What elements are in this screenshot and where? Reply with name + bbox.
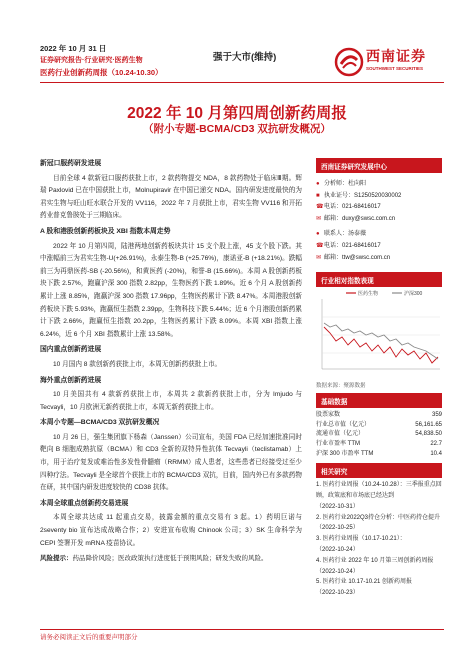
email-icon: ✉ xyxy=(316,254,322,261)
section-paragraph: 2022 年 10 月第四周，陆港两地创新药板块共计 15 支个股上涨，45 支个股下跌。其中涨幅前三为君实生物-U(+26.91%)，永泰生物-B (+25.76%)，康诺亚-B (+18.21%)。跌幅前三为再鼎医药-SB (-20.56%)，和黄医药 (-20%)，和誉-B (15.66%)。本周 A 股创新药板块下跌 2.57%，跑赢沪深 300 指数 2.82pp，生物医药下跌 1.89%。近 6 个月 A 股创新药累计上涨 8.85%，跑赢沪深 300 指数 17.96pp，生物医药累计下跌 8.47%。本周港股创新药板块下跌 5.93%，跑赢恒生指数 2.39pp，生物科技下跌 5.44%；近 6 个月港股创新药累计下跌 2.66%，跑赢恒生指数 20.2pp，生物医药累计下跌 8.09%。本周 XBI 指数上涨 6.24%，近 6 个月 XBI 指数累计上涨 13.58%。 xyxy=(40,242,302,338)
section-market xyxy=(40,226,302,341)
section-topic xyxy=(40,417,302,495)
contact-phone: 电话：021-68416017 xyxy=(324,242,381,249)
market-header: 基础数据 xyxy=(316,393,442,408)
contact-name: 联系人：汤泰薇 xyxy=(324,231,367,238)
related-item: （2022-10-24） xyxy=(316,546,359,553)
report-series: 证券研究报告·行业研究·医药生物 xyxy=(40,57,143,64)
company-logo xyxy=(334,42,452,82)
main-content xyxy=(40,155,302,566)
report-weekly-label: 医药行业创新药周报（10.24-10.30） xyxy=(40,68,163,77)
chart-source: 数据来源：聚源数据 xyxy=(316,383,366,390)
section-heading: 新冠口服药研发进展 xyxy=(40,160,102,167)
email-icon: ✉ xyxy=(316,215,322,222)
section-paragraph: 目前全球 4 款新冠口服药获批上市，2 款药物提交 NDA，8 款药物处于临床Ⅲ期。辉瑞 Paxlovid 已在中国获批上市，Molnupiravir 在中国已递交 NDA。国内研发进度最快的为君实生物与旺山旺水联合开发的 VV116，2022 年 7 月获批上市，君实生物 VV116 和开拓药业普克鲁胺处于三期临床。 xyxy=(40,174,302,220)
related-item: （2022-10-24） xyxy=(316,568,359,575)
section-paragraph: 本周全球共达成 11 起重点交易，披露金额的重点交易有 3 起。1）药明巨诺与 2seventy bio 宣布达成战略合作；2）安进宣布收购 Chinook 公司；3）SK 生命科学为 CEPI 签署开发 mRNA 疫苗协议。 xyxy=(40,514,302,547)
logo-emblem-icon xyxy=(334,47,364,77)
report-subtitle: （附小专题-BCMA/CD3 双抗研发概况） xyxy=(143,123,331,135)
related-item: （2022-10-23） xyxy=(316,590,359,597)
phone-icon: ☎ xyxy=(316,204,324,211)
report-date: 2022 年 10 月 31 日 xyxy=(40,44,107,53)
market-row: 流通市值（亿元） 54,838.50 xyxy=(316,431,442,438)
index-chart-svg xyxy=(316,287,442,379)
section-covid xyxy=(40,158,302,223)
person-icon: ● xyxy=(316,231,320,238)
market-row: 沪深 300 市盈率 TTM 10.4 xyxy=(316,450,442,457)
sidebar xyxy=(316,158,442,599)
analyst-email[interactable]: 邮箱：duxy@swsc.com.cn xyxy=(324,215,396,222)
related-item[interactable]: 5. 医药行业 10.17-10.21 创新药周报 xyxy=(316,579,413,586)
market-table xyxy=(316,411,442,459)
section-domestic xyxy=(40,344,302,371)
team-header: 西南证券研究发展中心 xyxy=(316,158,442,173)
market-row: 行业总市值（亿元） 56,161.65 xyxy=(316,421,442,428)
series-line-hs300 xyxy=(324,323,438,359)
market-row: 股票家数 359 xyxy=(316,412,442,419)
footer-rule xyxy=(40,629,444,630)
related-item[interactable]: 3. 医药行业周报（10.17-10.21）： xyxy=(316,536,406,543)
report-title: 2022 年 10 月第四周创新药周报 xyxy=(127,105,347,122)
section-paragraph: 10 月 26 日，强生集团旗下杨森（Janssen）公司宣布，美国 FDA 已经加速批准同时靶向 B 细胞成熟抗原（BCMA）和 CD3 全新的双特异性抗体 Tecvayli（teclistamab）上市，用于治疗复发或难治性多发性骨髓瘤（RRMM）成人患者，这些患者已经接受过至少四种疗法。Tecvayli 是全球首个获批上市的 BCMA/CD3 双抗，目前，国内外已有多款药物在研，其中国内研发进度较快的 CD38 抗体。 xyxy=(40,433,302,492)
contact-email[interactable]: 邮箱：ttw@swsc.com.cn xyxy=(324,254,391,261)
market-row: 行业市盈率 TTM 22.7 xyxy=(316,440,442,447)
phone-icon: ☎ xyxy=(316,242,324,249)
analyst-block xyxy=(316,179,442,225)
related-item[interactable]: 1. 医药行业周报（10.24-10.28）：三季报重点回顾，政策底和市场底已经达到 xyxy=(316,482,442,499)
section-paragraph: 10 月国内 8 款创新药获批上市，本周无创新药获批上市。 xyxy=(53,360,222,368)
section-deals xyxy=(40,498,302,550)
person-icon: ● xyxy=(316,181,320,187)
risk-warning xyxy=(40,553,302,566)
certificate-icon: ■ xyxy=(316,192,320,199)
related-item: （2022-10-31） xyxy=(316,503,359,510)
legend-label-pharma: 医药生物 xyxy=(358,291,379,298)
header-rule xyxy=(40,82,444,83)
section-overseas xyxy=(40,375,302,415)
related-list xyxy=(316,480,442,599)
analyst-name: 分析师：杜向阳 xyxy=(324,181,367,187)
section-heading: 本周全球重点创新药交易进展 xyxy=(40,499,129,507)
section-heading: 海外重点创新药进展 xyxy=(40,376,102,384)
logo-english: SOUTHWEST SECURITIES xyxy=(366,66,424,71)
legend-label-hs300: 沪深300 xyxy=(404,291,423,298)
section-heading: 本周小专题—BCMA/CD3 双抗研发概况 xyxy=(40,419,160,427)
section-heading: A 股和港股创新药板块及 XBI 指数本周走势 xyxy=(40,227,171,235)
contact-block xyxy=(316,229,442,264)
footer-disclaimer: 请务必阅读正文后的重要声明部分 xyxy=(40,634,138,641)
series-line-pharma xyxy=(324,327,438,363)
related-item[interactable]: 4. 医药行业 2022 年 10 月第三周创新药周报 xyxy=(316,557,434,564)
analyst-phone: 电话：021-68416017 xyxy=(324,204,381,211)
related-item: （2022-10-25） xyxy=(316,525,359,532)
related-item[interactable]: 2. 医药行业2022Q3持仓分析：中医药持仓提升 xyxy=(316,514,441,521)
relative-index-chart xyxy=(316,287,442,389)
section-paragraph: 10 月美国共有 4 款新药获批上市，本周共 2 款新药获批上市，分为 Imjudo 与 Tecvayli，10 月欧洲无新药获批上市，本周无新药获批上市。 xyxy=(40,391,302,411)
risk-text: 药品降价风险；医改政策执行进度低于预期风险；研发失败的风险。 xyxy=(72,555,268,563)
related-header: 相关研究 xyxy=(316,463,442,478)
analyst-cert: 执业证号：S1250520030002 xyxy=(324,192,402,199)
risk-label: 风险提示： xyxy=(40,555,73,563)
section-heading: 国内重点创新药进展 xyxy=(40,346,102,354)
logo-name: 西南证券 xyxy=(366,48,426,64)
perf-header: 行业相对指数表现 xyxy=(316,272,442,287)
industry-rating: 强于大市(维持) xyxy=(213,52,277,63)
